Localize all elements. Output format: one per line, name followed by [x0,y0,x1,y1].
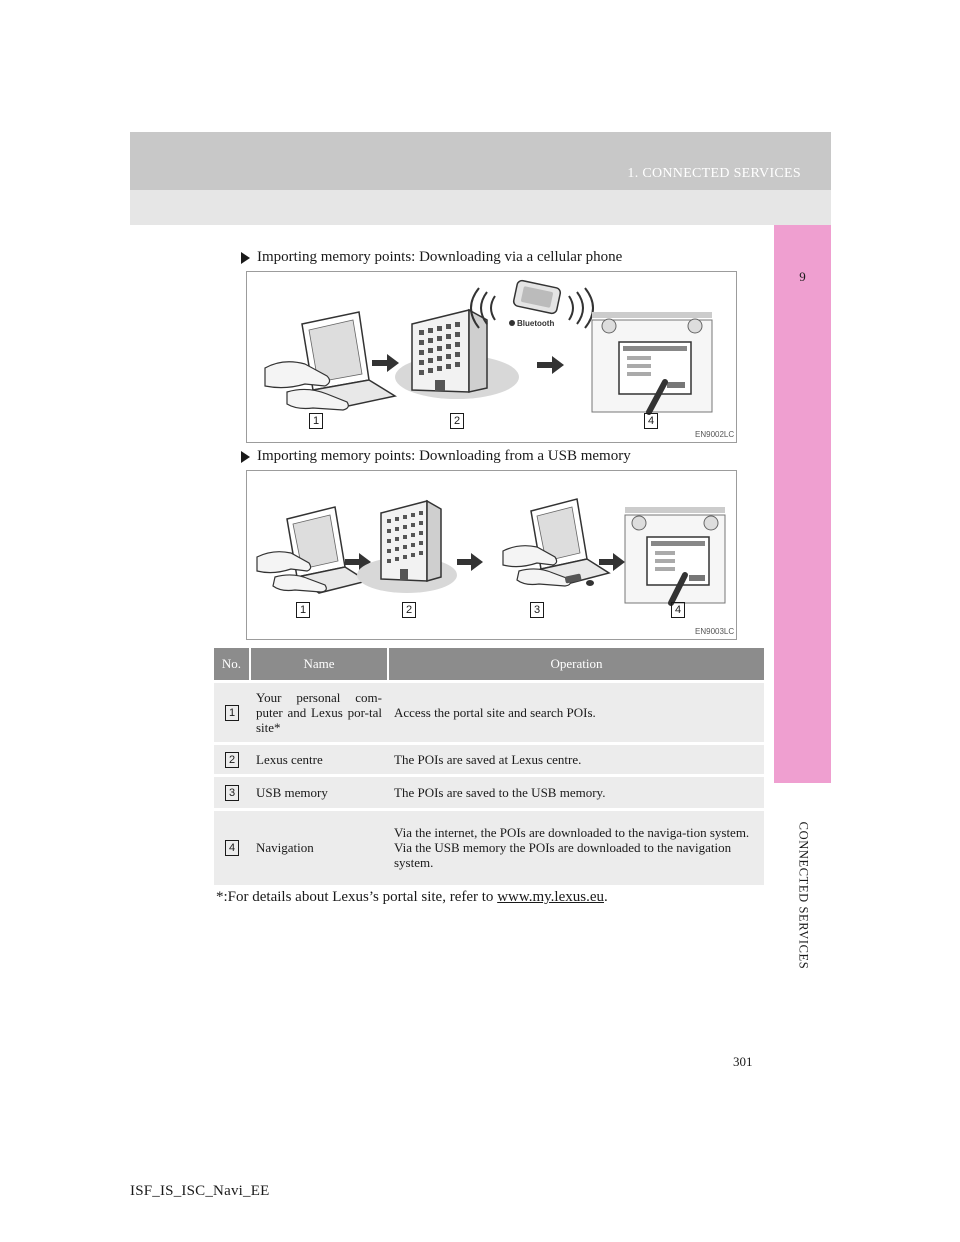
column-header-name: Name [250,648,388,682]
chapter-side-label [778,810,828,980]
step-badge: 2 [450,413,464,429]
row-number-cell [214,744,250,776]
column-header-operation: Operation [388,648,764,682]
step-badge: 3 [530,602,544,618]
document-code: ISF_IS_ISC_Navi_EE [130,1183,270,1199]
header-title: 1. CONNECTED SERVICES [627,166,801,181]
step-badge: 4 [644,413,658,429]
navigation-screen-icon [625,507,725,603]
arrow-right-icon [372,354,399,372]
footnote-suffix: . [603,889,608,905]
header-sub-band [130,190,831,225]
section-heading-usb [241,448,631,465]
step-badge: 4 [671,602,685,618]
figure-code: EN9003LC [695,627,735,636]
laptop-icon [257,507,367,593]
row-name-cell: USB memory [250,776,388,810]
table-row [214,682,764,744]
row-name-cell: Your personal com-puter and Lexus por-tal site* [250,682,388,744]
step-badge: 2 [225,752,239,768]
row-number-cell [214,682,250,744]
row-name-cell: Lexus centre [250,744,388,776]
arrow-right-icon [537,356,564,374]
figure-usb [246,470,737,640]
row-name-cell: Navigation [250,810,388,885]
page-number: 301 [733,1054,753,1069]
figure-cellular [246,271,737,443]
mobile-phone-icon [513,280,561,315]
svg-text:Bluetooth: Bluetooth [517,319,555,328]
section-heading-usb-text: Importing memory points: Downloading from a USB memory [257,448,631,464]
step-badge: 1 [309,413,323,429]
laptop-icon [503,499,609,586]
arrow-right-icon [457,553,483,571]
chapter-tab [774,225,831,783]
navigation-screen-icon [592,312,712,412]
row-operation-cell: Via the internet, the POIs are downloaded to the naviga-tion system. Via the USB memory the POIs are downloaded to the navigation system. [388,810,764,885]
row-operation-cell: The POIs are saved at Lexus centre. [388,744,764,776]
portal-site-link[interactable]: www.my.lexus.eu [497,889,604,905]
footnote-text: *:For details about Lexus’s portal site, refer to [216,889,498,905]
footnote [216,889,608,906]
chapter-number: 9 [799,269,806,284]
table-row [214,776,764,810]
figure-code: EN9002LC [695,430,735,439]
figure-usb-illustration [247,471,736,639]
table-header-row [214,648,764,682]
row-number-cell [214,776,250,810]
row-number-cell [214,810,250,885]
table-row [214,810,764,885]
building-icon [395,310,519,399]
column-header-no: No. [214,648,250,682]
operations-table [214,648,764,885]
step-badge: 3 [225,785,239,801]
table-row [214,744,764,776]
step-badge: 1 [296,602,310,618]
row-operation-cell: Access the portal site and search POIs. [388,682,764,744]
step-badge: 1 [225,705,239,721]
section-heading-cellular-text: Importing memory points: Downloading via a cellular phone [257,249,623,265]
header-band [130,132,831,190]
bluetooth-logo [509,319,554,328]
row-operation-cell: The POIs are saved to the USB memory. [388,776,764,810]
step-badge: 4 [225,840,239,856]
arrow-right-icon [241,252,250,264]
step-badge: 2 [402,602,416,618]
building-icon [357,501,457,593]
arrow-right-icon [241,451,250,463]
chapter-side-text: CONNECTED SERVICES [796,821,811,969]
section-heading-cellular [241,249,622,266]
